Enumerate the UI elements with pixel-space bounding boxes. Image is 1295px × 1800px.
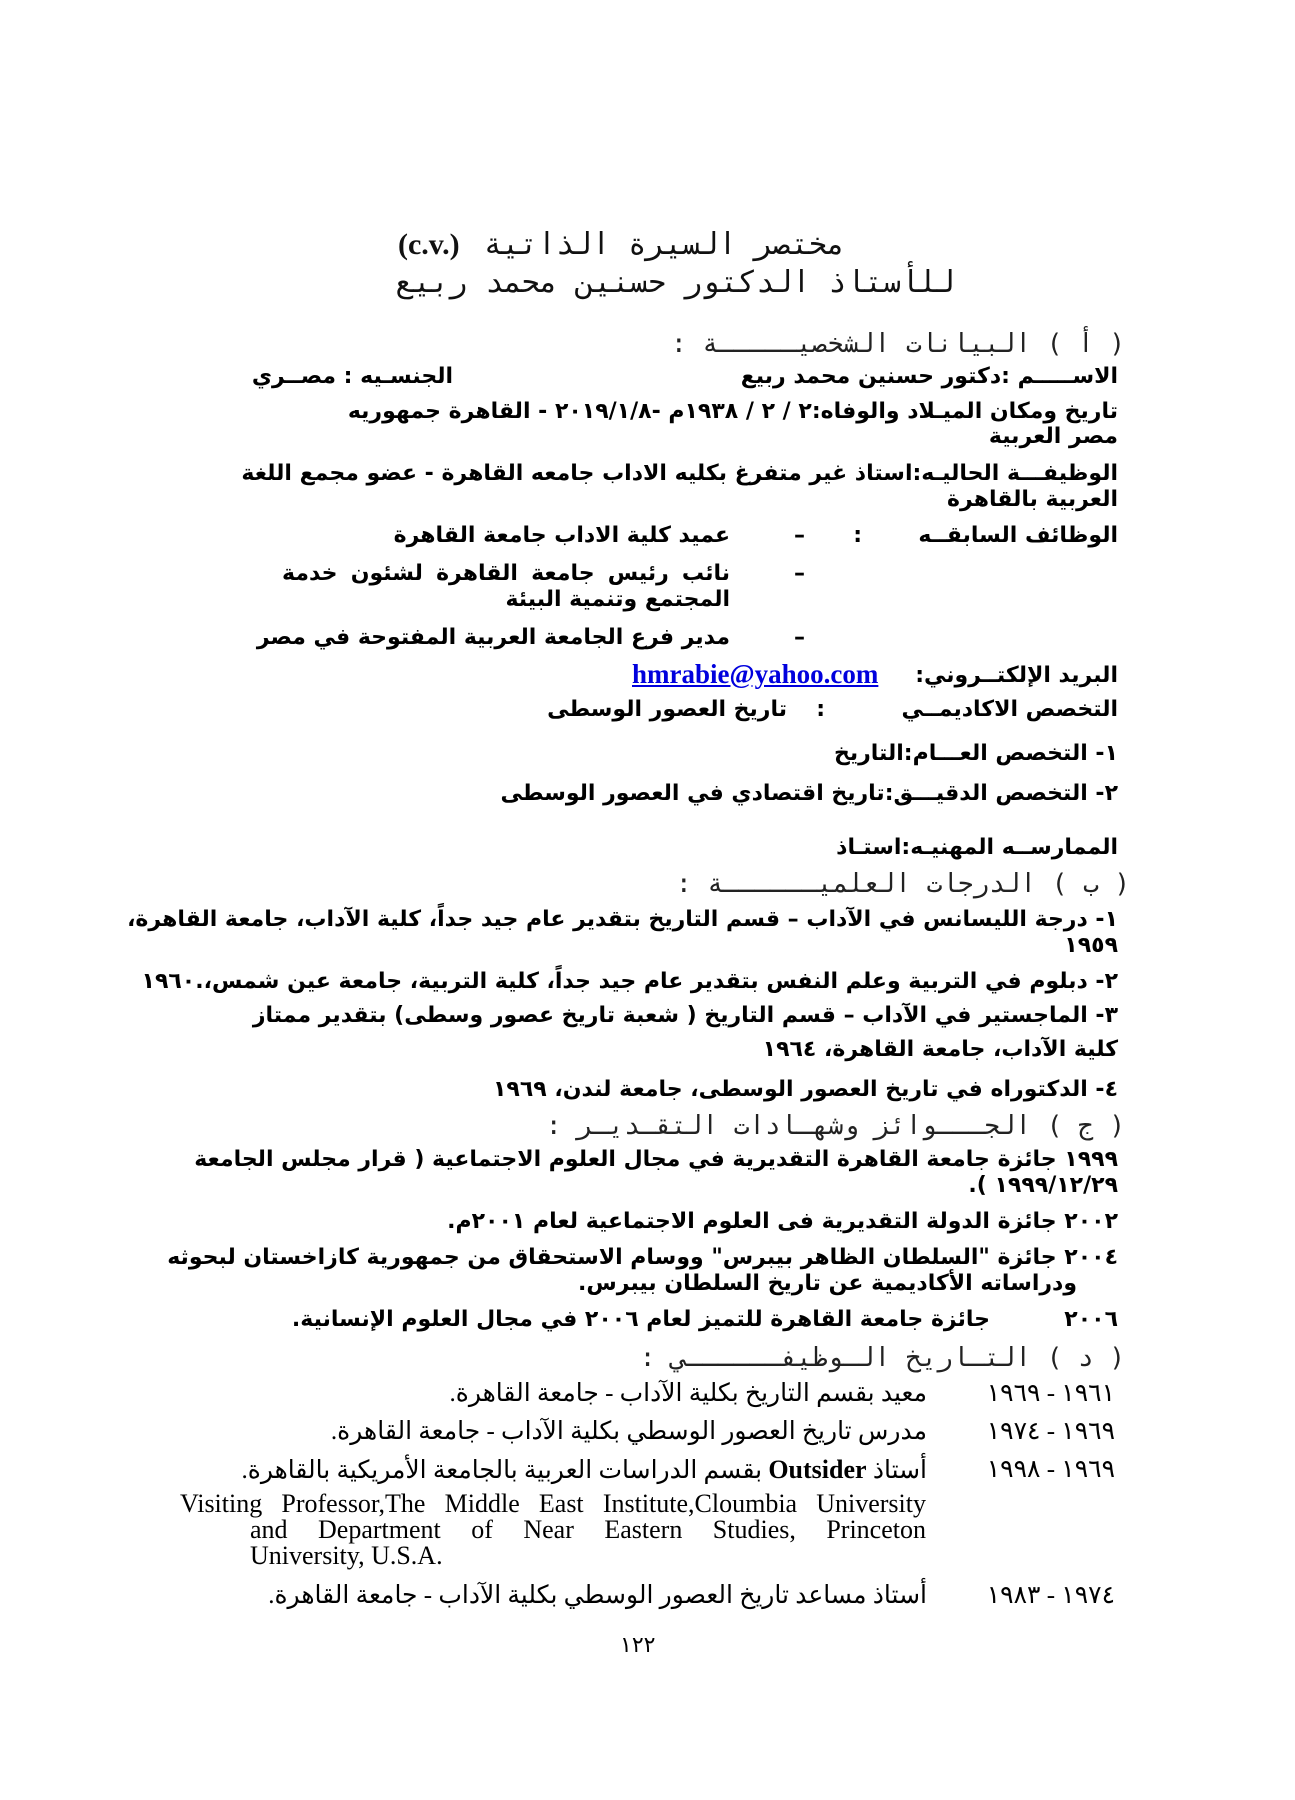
- email-label: البريد الإلكتــروني:: [915, 663, 1118, 688]
- section-c-heading: ( ج ) الجـــوائز وشهـادات التقـديـر :: [545, 1111, 1125, 1141]
- career-item: أستاذ مساعد تاريخ العصور الوسطي بكلية الآداب - جامعة القاهرة.: [268, 1582, 927, 1609]
- section-b-heading: ( ب ) الدرجات العلميــــــة :: [676, 869, 1130, 899]
- award-item: ٢٠٠٢ جائزة الدولة التقديرية فى العلوم الاجتماعية لعام ٢٠٠١م.: [447, 1209, 1118, 1234]
- current-job-line-1: الوظيفـــة الحاليـه:استاذ غير متفرغ بكليه الاداب جامعه القاهرة - عضو مجمع اللغة: [241, 461, 1118, 486]
- previous-jobs-colon: :: [853, 523, 862, 548]
- specialization-value: تاريخ العصور الوسطى: [547, 697, 787, 722]
- degree-item: ٢- دبلوم في التربية وعلم النفس بتقدير عام جيد جداً، كلية التربية، جامعة عين شمس،.١٩٦٠: [141, 969, 1118, 994]
- outsider-term: Outsider: [768, 1455, 867, 1484]
- email-address[interactable]: hmrabie@yahoo.com: [632, 659, 879, 689]
- birth-death-line-1: تاريخ ومكان الميـلاد والوفاه:٢ / ٢ / ١٩٣٨م -٢٠١٩/١/٨ - القاهرة جمهوريه: [347, 399, 1118, 424]
- degree-item-cont: ١٩٥٩: [1064, 933, 1118, 958]
- email-link[interactable]: [632, 660, 878, 690]
- previous-job-item-cont: المجتمع وتنمية البيئة: [505, 587, 730, 612]
- previous-job-dash: –: [794, 561, 805, 586]
- specialization-colon: :: [816, 697, 825, 722]
- title-text: مختصر السيرة الذاتية: [483, 227, 845, 262]
- career-item: مدرس تاريخ العصور الوسطي بكلية الآداب - جامعة القاهرة.: [330, 1418, 927, 1445]
- previous-job-item: عميد كلية الاداب جامعة القاهرة: [393, 523, 730, 548]
- previous-job-item: مدير فرع الجامعة العربية المفتوحة في مصر: [256, 625, 730, 650]
- career-years: ١٩٦٩ - ١٩٧٤: [986, 1418, 1115, 1445]
- profession-field: الممارســه المهنيـه:استـاذ: [836, 835, 1118, 860]
- career-years: ١٩٦٩ - ١٩٩٨: [986, 1456, 1115, 1483]
- previous-job-dash: –: [794, 625, 805, 650]
- cv-label: (c.v.): [398, 228, 460, 261]
- nationality-field: الجنسـيه : مصــري: [251, 364, 453, 389]
- degree-item: ٣- الماجستير في الآداب – قسم التاريخ ( شعبة تاريخ عصور وسطى) بتقدير ممتاز: [252, 1003, 1118, 1028]
- previous-jobs-label: الوظائف السابقــه: [918, 523, 1118, 548]
- visiting-professor-line-2: and Department of Near Eastern Studies, Princeton: [250, 1515, 926, 1544]
- title-line-1: [398, 228, 845, 261]
- degree-item-cont: كلية الآداب، جامعة القاهرة، ١٩٦٤: [762, 1037, 1118, 1062]
- career-years: ١٩٦١ - ١٩٦٩: [986, 1380, 1115, 1407]
- precise-specialization: ٢- التخصص الدقيـــق:تاريخ اقتصادي في العصور الوسطى: [500, 781, 1118, 806]
- specialization-label: التخصص الاكاديمــي: [901, 697, 1118, 722]
- career-item: [241, 1456, 927, 1485]
- award-item: ٢٠٠٤ جائزة "السلطان الظاهر بيبرس" ووسام الاستحقاق من جمهورية كازاخستان لبحوثه: [167, 1245, 1118, 1270]
- degree-item: ١- درجة الليسانس في الآداب – قسم التاريخ بتقدير عام جيد جداً، كلية الآداب، جامعة القاهرة،: [127, 907, 1118, 932]
- career-item-pre: أستاذ: [872, 1457, 927, 1484]
- career-item: معيد بقسم التاريخ بكلية الآداب - جامعة القاهرة.: [449, 1380, 927, 1407]
- visiting-professor-line-1: Visiting Professor,The Middle East Institute,Cloumbia University: [180, 1489, 926, 1518]
- previous-job-dash: –: [794, 523, 805, 548]
- visiting-professor-line-3: University, U.S.A.: [250, 1541, 443, 1570]
- award-item-cont: ودراساته الأكاديمية عن تاريخ السلطان بيبرس.: [578, 1271, 1077, 1296]
- current-job-line-2: العربية بالقاهرة: [947, 487, 1118, 512]
- award-item: جائزة جامعة القاهرة للتميز لعام ٢٠٠٦ في مجال العلوم الإنسانية.: [291, 1307, 990, 1332]
- title-line-2: للأستاذ الدكتور حسنين محمد ربيع: [395, 265, 955, 300]
- birth-death-line-2: مصر العربية: [988, 424, 1118, 449]
- career-item-post: بقسم الدراسات العربية بالجامعة الأمريكية بالقاهرة.: [241, 1457, 763, 1484]
- section-a-heading: ( أ ) البيانات الشخصيـــــة :: [671, 329, 1125, 359]
- award-item: ١٩٩٩ جائزة جامعة القاهرة التقديرية في مجال العلوم الاجتماعية ( قرار مجلس الجامعة: [194, 1147, 1118, 1172]
- award-year: ٢٠٠٦: [1064, 1307, 1118, 1332]
- degree-item: ٤- الدكتوراه في تاريخ العصور الوسطى، جامعة لندن، ١٩٦٩: [492, 1077, 1118, 1102]
- previous-job-item: نائب رئيس جامعة القاهرة لشئون خدمة: [282, 561, 730, 586]
- award-item-cont: ١٩٩٩/١٢/٢٩ ).: [968, 1173, 1118, 1198]
- career-years: ١٩٧٤ - ١٩٨٣: [986, 1582, 1115, 1609]
- page-number: ١٢٢: [620, 1633, 656, 1658]
- name-field: الاســـــم :دكتور حسنين محمد ربيع: [740, 364, 1118, 389]
- section-d-heading: ( د ) التـاريخ الـوظيفــــــي :: [639, 1343, 1125, 1373]
- general-specialization: ١- التخصص العـــام:التاريخ: [833, 741, 1118, 766]
